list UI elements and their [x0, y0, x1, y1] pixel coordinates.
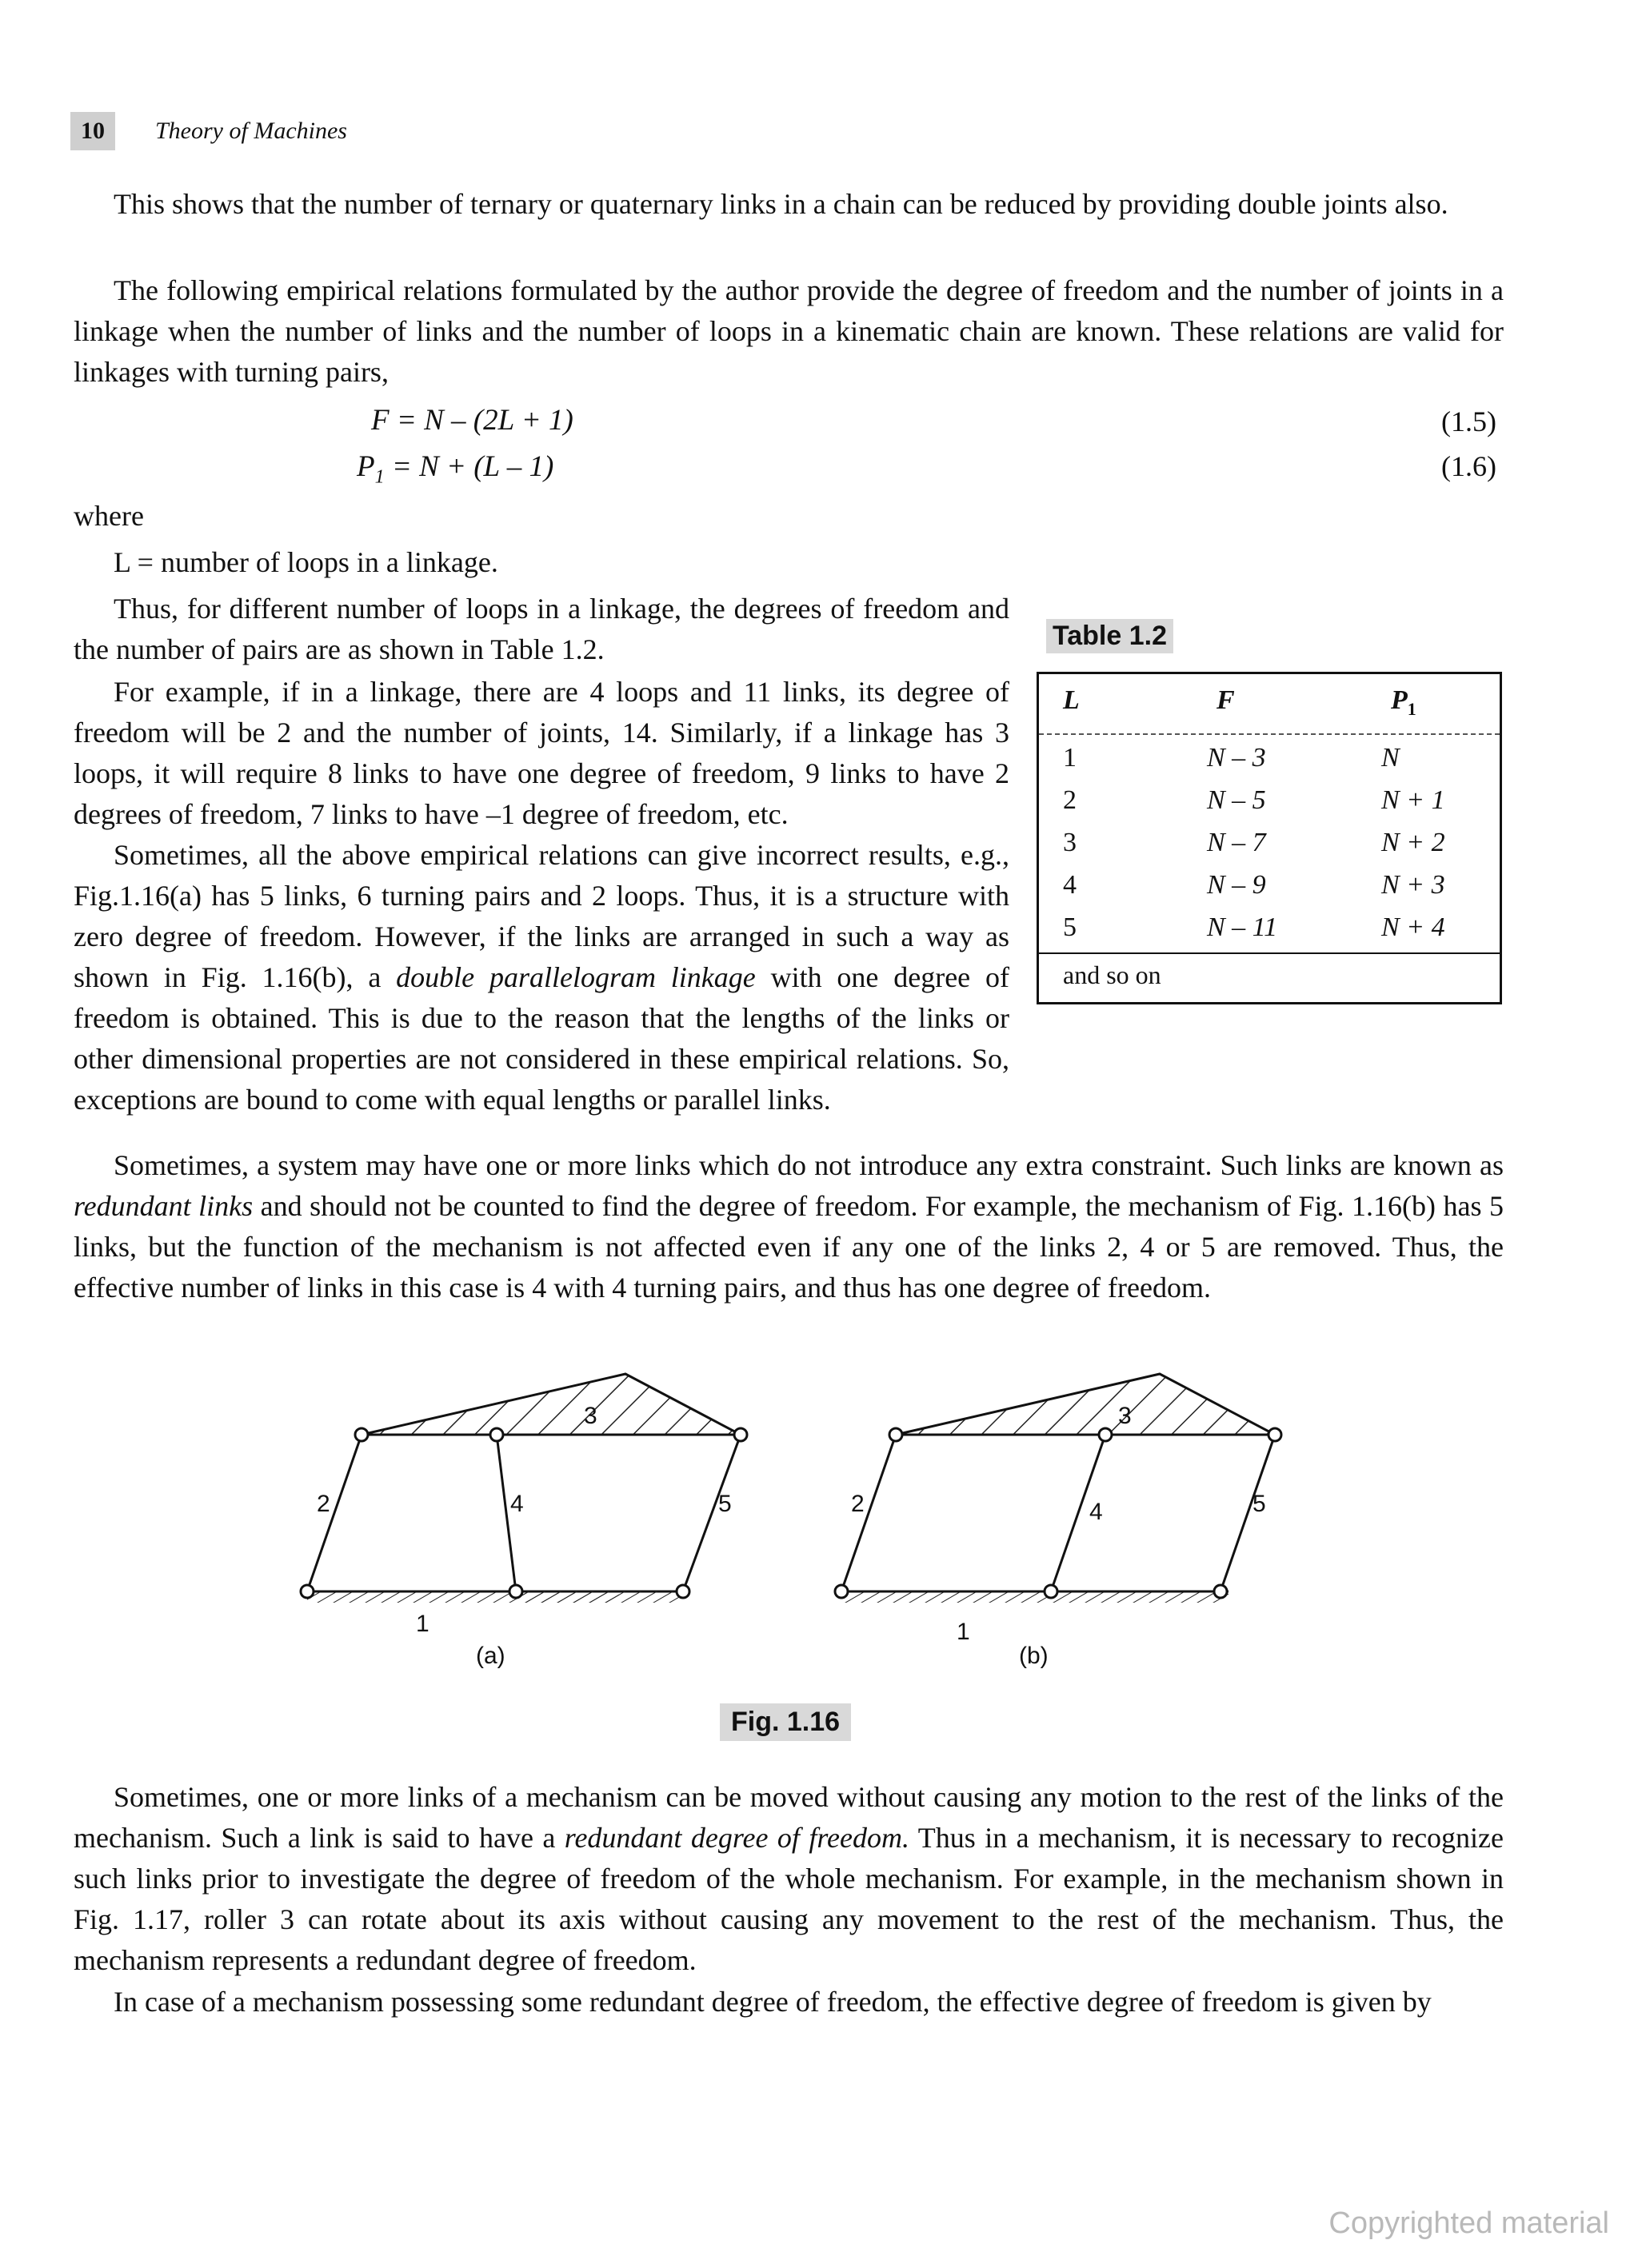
table-cell-f: N – 11 [1207, 912, 1278, 942]
double-parallelogram-term: double parallelogram linkage [396, 961, 756, 993]
table-cell-l: 4 [1063, 870, 1077, 900]
table-footer-text: and so on [1063, 960, 1161, 989]
label-3-a: 3 [584, 1403, 597, 1429]
header-f: F [1217, 685, 1235, 715]
label-2-b: 2 [851, 1491, 865, 1517]
label-4-b: 4 [1089, 1499, 1103, 1525]
redundant-dof-term: redundant degree of freedom. [564, 1822, 909, 1854]
where-label: where [74, 500, 144, 532]
table-cell-p1: N + 3 [1381, 870, 1445, 900]
paragraph-5: Sometimes, all the above empirical relations can give incorrect results, e.g., Fig.1.16(a) has 5 links, 6 turning pairs and 2 loops. Thus, it is a structure with zero degree of freedom. However, if the links are arranged in such a way as shown in Fig. 1.16(b), a double parallelogram linkage with one degree of freedom is obtained. This is due to the reason that the lengths of the links or other dimensional properties are not considered in these empirical relations. So, exceptions are bound to come with equal lengths or parallel links. [74, 839, 1009, 1116]
equation-number-1-6: (1.6) [1441, 450, 1496, 482]
figure-b-mechanism [835, 1374, 1281, 1669]
redundant-links-term: redundant links [74, 1190, 254, 1222]
label-5-b: 5 [1252, 1491, 1266, 1517]
label-2-a: 2 [317, 1491, 330, 1517]
table-caption: Table 1.2 [1046, 619, 1173, 653]
paragraph-3: Thus, for different number of loops in a linkage, the degrees of freedom and the number of pairs are as shown in Table 1.2. [74, 593, 1009, 665]
table-header-row [1039, 674, 1500, 735]
label-5-a: 5 [718, 1491, 732, 1517]
coupler-link-a [362, 1374, 741, 1435]
table-1-2 [1037, 672, 1502, 1004]
header-p1: $P_1$ [1391, 685, 1416, 719]
coupler-link-b [896, 1374, 1275, 1435]
figure-a-mechanism [301, 1374, 747, 1669]
label-a: (a) [476, 1643, 505, 1669]
copyright-watermark: Copyrighted material [1328, 2206, 1609, 2240]
table-cell-f: N – 9 [1207, 870, 1266, 900]
label-3-b: 3 [1118, 1403, 1132, 1429]
link-5-a [683, 1435, 741, 1591]
table-cell-p1: N + 1 [1381, 785, 1445, 815]
table-cell-l: 1 [1063, 743, 1077, 773]
label-b: (b) [1019, 1643, 1049, 1669]
equation-1-6: $P_1 = N + (L - 1)$ [357, 450, 554, 488]
link-2-a [307, 1435, 362, 1591]
table-cell-l: 3 [1063, 828, 1077, 857]
equation-number-1-5: (1.5) [1441, 405, 1496, 437]
table-cell-p1: N + 4 [1381, 912, 1445, 942]
label-1-b: 1 [957, 1619, 970, 1645]
header-l: L [1063, 685, 1080, 715]
paragraph-6: Sometimes, a system may have one or more links which do not introduce any extra constraint. Such links are known as redundant links and should not be counted to find the degree of freedom. For example, the mechanism of Fig. 1.16(b) has 5 links, but the function of the mechanism is not affected even if any one of the links 2, 4 or 5 are removed. Thus, the effective number of links in this case is 4 with 4 turning pairs, and thus has one degree of freedom. [74, 1149, 1504, 1304]
running-header [70, 112, 347, 150]
label-4-a: 4 [510, 1491, 524, 1517]
equation-1-5: F = N – (2L + 1) [371, 404, 573, 437]
label-1-a: 1 [416, 1611, 429, 1637]
table-cell-l: 2 [1063, 785, 1077, 815]
paragraph-4: For example, if in a linkage, there are 4 loops and 11 links, its degree of freedom will be 2 and the number of joints, 14. Similarly, if a linkage has 3 loops, it will require 8 links to have one degree of freedom, 9 links to have 2 degrees of freedom, 7 links to have –1 degree of freedom, etc. [74, 676, 1009, 830]
paragraph-8: In case of a mechanism possessing some redundant degree of freedom, the effective degree of freedom is given by [114, 1986, 1432, 2018]
table-footer [1039, 952, 1500, 1002]
table-cell-f: N – 3 [1207, 743, 1266, 773]
paragraph-7: Sometimes, one or more links of a mechanism can be moved without causing any motion to the rest of the links of the mechanism. Such a link is said to have a redundant degree of freedom. Thus in a mechanism, it is necessary to recognize such links prior to investigate the degree of freedom of the whole mechanism. For example, in the mechanism shown in Fig. 1.17, roller 3 can rotate about its axis without causing any movement to the rest of the mechanism. Thus, the mechanism represents a redundant degree of freedom. [74, 1781, 1504, 1976]
table-cell-p1: N + 2 [1381, 828, 1445, 857]
paragraph-1: This shows that the number of ternary or quaternary links in a chain can be reduced by providing double joints also. [114, 188, 1448, 220]
figure-caption: Fig. 1.16 [720, 1703, 851, 1741]
page-number: 10 [70, 112, 115, 150]
figure-1-16 [272, 1352, 1312, 1687]
link-5-b [1221, 1435, 1275, 1591]
table-cell-l: 5 [1063, 912, 1077, 942]
running-title: Theory of Machines [155, 118, 347, 144]
link-2-b [841, 1435, 896, 1591]
ground-link-b [841, 1591, 1228, 1603]
table-cell-p1: N [1381, 743, 1400, 773]
paragraph-2: The following empirical relations formulated by the author provide the degree of freedom and the number of joints in a linkage when the number of links and the number of loops in a kinematic chain are known. These relations are valid for linkages with turning pairs, [74, 274, 1504, 388]
table-cell-f: N – 7 [1207, 828, 1266, 857]
loop-definition: L = number of loops in a linkage. [114, 546, 498, 578]
table-cell-f: N – 5 [1207, 785, 1266, 815]
